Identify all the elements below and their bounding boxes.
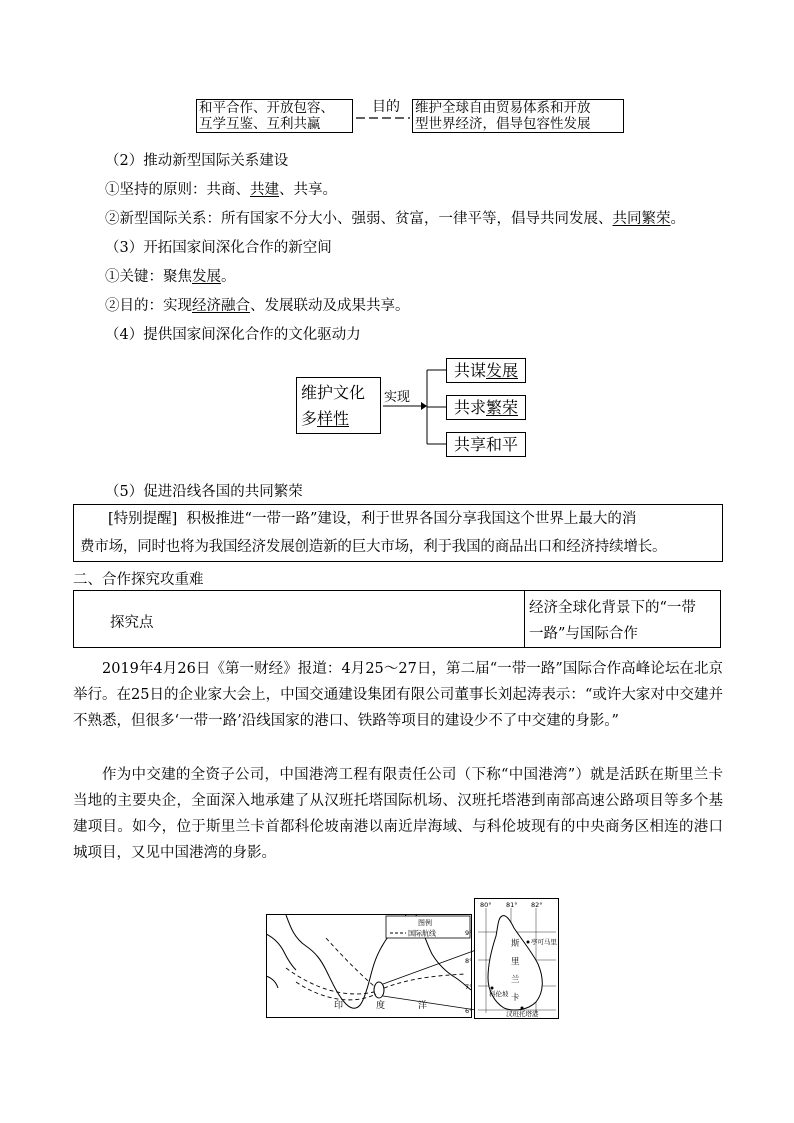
top-right-box xyxy=(412,99,624,133)
culture-target-2-prefix: 共求 xyxy=(453,398,486,417)
s2-p2-underlined: 共同繁荣 xyxy=(612,211,671,227)
culture-source-line2-underlined: 样性 xyxy=(317,409,350,428)
s3-p1-underlined: 发展 xyxy=(192,269,221,285)
special-reminder-line1 xyxy=(80,505,716,533)
article-para-2: 作为中交建的全资子公司，中国港湾工程有限责任公司（下称“中国港湾”）就是活跃在斯里兰卡当地的主要央企，全面深入地承建了从汉班托塔国际机场、汉班托塔港到南部高速公路项目等多个基建项目。如今，位于斯里兰卡首都科伦坡南港以南近岸海域、与科伦坡现有的中央商务区相连的港口城项目，又见中国港湾的身影。 xyxy=(73,767,723,861)
s2-p1-prefix: ①坚持的原则：共商、 xyxy=(105,182,250,198)
map-legend-title: 图例 xyxy=(418,919,432,927)
map-ocean-char-3: 洋 xyxy=(418,1001,428,1011)
s2-heading: （2）推动新型国际关系建设 xyxy=(105,153,289,169)
culture-target-1-prefix: 共谋 xyxy=(453,361,486,380)
s3-p2-underlined: 经济融合 xyxy=(192,298,250,314)
s2-p2-suffix: 。 xyxy=(670,211,685,227)
map-legend-item: 国际航线 xyxy=(408,929,436,938)
culture-target-3: 共享和平 xyxy=(446,432,526,457)
special-reminder-tag: [特别提醒] xyxy=(108,511,178,527)
arrow-head-icon xyxy=(421,402,427,410)
country-char-4: 卡 xyxy=(511,993,520,1003)
s2-p2 xyxy=(105,207,685,228)
culture-arrow-connector xyxy=(381,360,451,450)
inquiry-table-right-line1: 经济全球化背景下的“一带 xyxy=(529,600,696,616)
s3-p1-suffix: 。 xyxy=(221,269,236,285)
culture-arrow-label: 实现 xyxy=(384,390,411,405)
special-reminder-line2: 费市场，同时也将为我国经济发展创造新的巨大市场，利于我国的商品出口和经济持续增长。 xyxy=(80,539,667,555)
top-middle-label: 目的 xyxy=(372,99,400,115)
inquiry-table xyxy=(73,590,721,648)
top-left-line1: 和平合作、开放包容、 xyxy=(199,100,334,116)
s3-heading: （3）开拓国家间深化合作的新空间 xyxy=(105,240,332,256)
country-char-2: 里 xyxy=(511,957,520,967)
inquiry-table-left-cell: 探究点 xyxy=(110,615,154,631)
s3-p2-prefix: ②目的：实现 xyxy=(105,298,192,314)
sri-lanka-map xyxy=(266,898,561,1020)
s2-p2-prefix: ②新型国际关系：所有国家不分大小、强弱、贫富，一律平等，倡导共同发展、 xyxy=(105,211,613,227)
top-left-box xyxy=(196,99,353,133)
lon-tick-82: 82° xyxy=(531,901,543,909)
map-ocean-char-1: 印 xyxy=(334,1001,344,1011)
sri-lanka-small xyxy=(374,982,384,998)
s3-p2-suffix: 、发展联动及成果共享。 xyxy=(250,298,410,314)
culture-target-2 xyxy=(446,395,526,420)
inquiry-table-right-line2: 一路”与国际合作 xyxy=(529,626,638,642)
city-trincomalee: 亭可马里 xyxy=(531,938,557,946)
lon-tick-80: 80° xyxy=(480,901,492,909)
top-right-line2: 型世界经济，倡导包容性发展 xyxy=(415,116,591,132)
inquiry-table-right-cell xyxy=(529,595,696,647)
lat-tick-9: 9° xyxy=(465,929,473,937)
special-reminder-text1: 积极推进“一带一路”建设，利于世界各国分享我国这个世界上最大的消 xyxy=(186,511,637,527)
city-dot-trincomalee xyxy=(527,941,530,944)
culture-source-line1: 维护文化 xyxy=(301,383,366,402)
lat-tick-6: 6° xyxy=(465,1007,473,1015)
top-left-line2: 互学互鉴、互利共赢 xyxy=(199,116,321,132)
lat-tick-7: 7° xyxy=(465,983,473,991)
culture-source-line2 xyxy=(301,406,376,432)
article-para-1: 2019年4月26日《第一财经》报道：4月25～27日，第二届“一带一路”国际合作高峰论坛在北京举行。在25日的企业家大会上，中国交通建设集团有限公司董事长刘起涛表示：“或许大家对中交建并不熟悉，但很多‘一带一路’沿线国家的港口、铁路等项目的建设少不了中交建的身影。” xyxy=(73,661,723,729)
culture-target-1 xyxy=(446,358,526,383)
s2-p1-suffix: 、共享。 xyxy=(279,182,337,198)
country-char-1: 斯 xyxy=(511,939,520,949)
city-hambantota: 汉班托塔港 xyxy=(506,1010,539,1018)
culture-target-1-underlined: 发展 xyxy=(486,361,519,380)
part2-heading: 二、合作探究攻重难 xyxy=(73,572,204,588)
top-right-line1: 维护全球自由贸易体系和开放 xyxy=(415,100,591,116)
s2-p1 xyxy=(105,178,337,199)
lat-tick-8: 8° xyxy=(465,957,473,965)
s2-p1-underlined: 共建 xyxy=(250,182,279,198)
map-ocean-char-2: 度 xyxy=(376,1001,386,1011)
special-reminder-box xyxy=(73,504,723,562)
top-connector-line xyxy=(353,112,412,122)
s5-heading: （5）促进沿线各国的共同繁荣 xyxy=(105,484,303,500)
country-char-3: 兰 xyxy=(511,975,520,985)
inquiry-table-divider xyxy=(524,591,525,647)
city-colombo: 科伦坡 xyxy=(489,990,509,998)
s3-p2 xyxy=(105,294,410,315)
culture-source-box xyxy=(296,377,381,434)
culture-source-line2-prefix: 多 xyxy=(301,409,318,428)
lon-tick-81: 81° xyxy=(506,901,518,909)
s4-heading: （4）提供国家间深化合作的文化驱动力 xyxy=(105,327,361,343)
culture-target-2-underlined: 繁荣 xyxy=(486,398,519,417)
s3-p1 xyxy=(105,265,236,286)
s3-p1-prefix: ①关键：聚焦 xyxy=(105,269,192,285)
